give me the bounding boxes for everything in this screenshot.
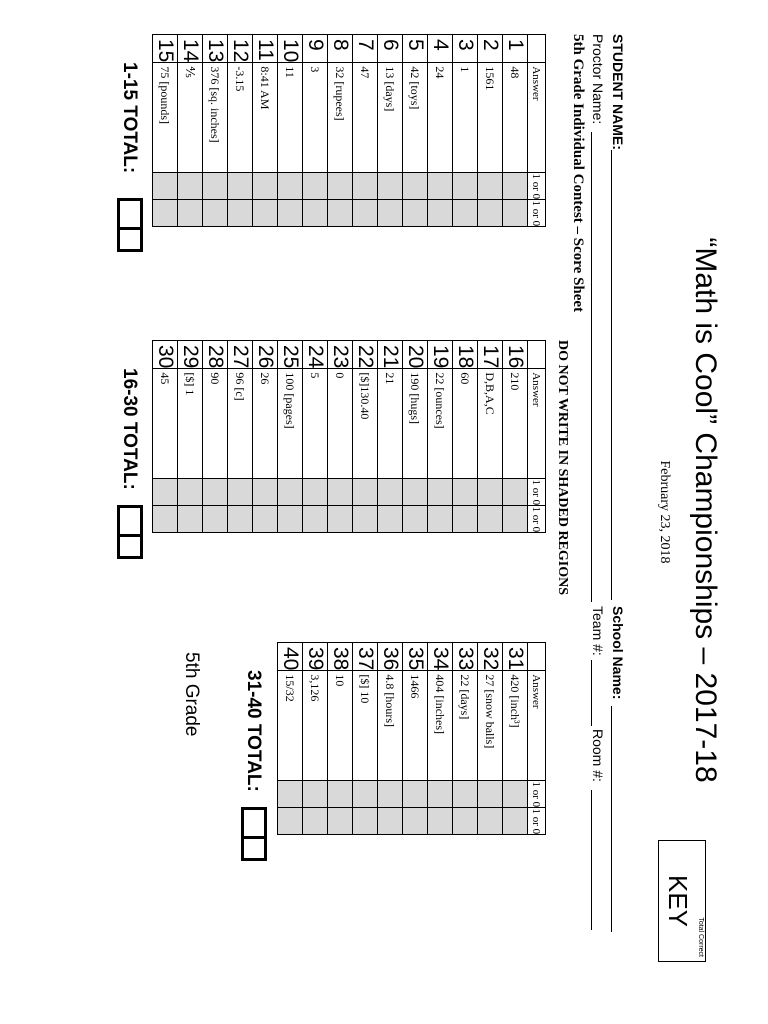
point-cell-shaded — [403, 781, 428, 808]
point-cell-shaded — [428, 200, 453, 227]
answer-cell: 27 [snow balls] — [478, 671, 503, 781]
table-row — [328, 341, 353, 533]
point-cell-shaded — [403, 200, 428, 227]
point-cell-shaded — [203, 173, 228, 200]
question-number: 5 — [403, 35, 428, 63]
table-row — [353, 341, 378, 533]
point-cell-shaded — [478, 781, 503, 808]
point-cell-shaded — [303, 781, 328, 808]
point-cell-shaded — [503, 200, 528, 227]
point-cell-shaded — [453, 200, 478, 227]
point-cell-shaded — [353, 200, 378, 227]
table-row — [178, 341, 203, 533]
section-heading: 5th Grade Individual Contest – Score Sheet — [570, 34, 586, 313]
point-cell-shaded — [303, 479, 328, 506]
score-table-16-30 — [152, 340, 546, 533]
total-box-16-30[interactable] — [117, 505, 143, 559]
point-cell-shaded — [303, 808, 328, 835]
question-number: 3 — [453, 35, 478, 63]
point-cell-shaded — [378, 200, 403, 227]
table-row — [153, 35, 178, 227]
question-number: 31 — [503, 643, 528, 671]
room-number-field[interactable] — [591, 790, 606, 930]
answer-cell: 90 — [203, 369, 228, 479]
question-number: 38 — [328, 643, 353, 671]
team-number-field[interactable] — [591, 660, 606, 726]
total-box-divider — [244, 836, 264, 839]
question-number: 33 — [453, 643, 478, 671]
point-cell-shaded — [378, 506, 403, 533]
point-column-header: 1 or 0 — [528, 506, 546, 533]
answer-cell: 210 — [503, 369, 528, 479]
total-box-1-15[interactable] — [117, 198, 143, 252]
question-number: 7 — [353, 35, 378, 63]
point-cell-shaded — [353, 506, 378, 533]
table-header-row — [528, 35, 546, 227]
point-cell-shaded — [453, 506, 478, 533]
question-number: 2 — [478, 35, 503, 63]
answer-cell: 10 — [328, 671, 353, 781]
point-cell-shaded — [353, 808, 378, 835]
proctor-name-label: Proctor Name: — [590, 34, 606, 125]
point-cell-shaded — [478, 173, 503, 200]
answer-cell: 0 — [328, 369, 353, 479]
school-name-field[interactable] — [611, 706, 626, 932]
point-cell-shaded — [478, 506, 503, 533]
point-column-header: 1 or 0 — [528, 173, 546, 200]
point-cell-shaded — [278, 781, 303, 808]
point-cell-shaded — [503, 808, 528, 835]
point-cell-shaded — [378, 808, 403, 835]
answer-cell: 24 — [428, 63, 453, 173]
table-row — [353, 35, 378, 227]
point-cell-shaded — [403, 506, 428, 533]
total-correct-box — [658, 840, 706, 962]
table-row — [303, 341, 328, 533]
student-name-field[interactable] — [611, 150, 626, 600]
question-number: 40 — [278, 643, 303, 671]
point-cell-shaded — [178, 200, 203, 227]
answer-cell: 1466 — [403, 671, 428, 781]
table-row — [453, 643, 478, 835]
point-cell-shaded — [253, 200, 278, 227]
point-cell-shaded — [253, 506, 278, 533]
answer-cell: 3,126 — [303, 671, 328, 781]
page-title: “Math is Cool” Championships – 2017-18 — [689, 237, 722, 783]
point-cell-shaded — [203, 506, 228, 533]
answer-cell: 15/32 — [278, 671, 303, 781]
table-row — [428, 341, 453, 533]
table-row — [203, 341, 228, 533]
answer-cell: [$] 1 — [178, 369, 203, 479]
question-number: 8 — [328, 35, 353, 63]
table-row — [503, 35, 528, 227]
point-cell-shaded — [303, 506, 328, 533]
table-row — [403, 35, 428, 227]
table-header-row — [528, 643, 546, 835]
point-cell-shaded — [203, 200, 228, 227]
question-number: 18 — [453, 341, 478, 369]
point-cell-shaded — [503, 173, 528, 200]
point-cell-shaded — [503, 479, 528, 506]
table-row — [428, 643, 453, 835]
answer-cell: -3.15 — [228, 63, 253, 173]
table-row — [478, 643, 503, 835]
point-cell-shaded — [278, 506, 303, 533]
total-label-16-30: 16-30 TOTAL: — [119, 368, 140, 490]
point-column-header: 1 or 0 — [528, 781, 546, 808]
answer-cell: 26 — [253, 369, 278, 479]
student-name-label: STUDENT NAME: — [610, 34, 626, 150]
answer-cell: 32 [rupees] — [328, 63, 353, 173]
contest-date: February 23, 2018 — [657, 460, 672, 564]
point-cell-shaded — [253, 173, 278, 200]
total-label-1-15: 1-15 TOTAL: — [119, 62, 140, 174]
point-cell-shaded — [403, 808, 428, 835]
point-cell-shaded — [453, 781, 478, 808]
shaded-region-note: DO NOT WRITE IN SHADED REGIONS — [555, 340, 570, 596]
question-number: 1 — [503, 35, 528, 63]
question-number: 4 — [428, 35, 453, 63]
question-number: 14 — [178, 35, 203, 63]
answer-cell: 1561 — [478, 63, 503, 173]
point-cell-shaded — [378, 173, 403, 200]
answer-cell: 5 — [303, 369, 328, 479]
question-number: 22 — [353, 341, 378, 369]
table-row — [253, 35, 278, 227]
question-number: 32 — [478, 643, 503, 671]
point-cell-shaded — [403, 479, 428, 506]
table-row — [378, 35, 403, 227]
grade-label: 5th Grade — [181, 652, 202, 737]
answer-column-header: Answer — [528, 369, 546, 479]
answer-cell: ⅘ — [178, 63, 203, 173]
table-row — [428, 35, 453, 227]
point-cell-shaded — [303, 200, 328, 227]
answer-cell: 376 [sq. inches] — [203, 63, 228, 173]
point-cell-shaded — [278, 173, 303, 200]
question-number: 39 — [303, 643, 328, 671]
table-row — [228, 35, 253, 227]
table-header-row — [528, 341, 546, 533]
point-cell-shaded — [328, 173, 353, 200]
table-row — [228, 341, 253, 533]
point-cell-shaded — [178, 506, 203, 533]
point-cell-shaded — [253, 479, 278, 506]
total-box-divider — [120, 227, 140, 230]
table-row — [328, 643, 353, 835]
point-cell-shaded — [178, 173, 203, 200]
table-row — [403, 643, 428, 835]
question-number: 25 — [278, 341, 303, 369]
table-row — [478, 35, 503, 227]
question-number: 20 — [403, 341, 428, 369]
point-column-header: 1 or 0 — [528, 808, 546, 835]
question-number: 19 — [428, 341, 453, 369]
question-number: 9 — [303, 35, 328, 63]
answer-cell: 420 [inch³] — [503, 671, 528, 781]
point-cell-shaded — [178, 479, 203, 506]
table-row — [403, 341, 428, 533]
point-cell-shaded — [328, 808, 353, 835]
key-label: KEY — [663, 874, 693, 928]
total-box-31-40[interactable] — [241, 807, 267, 861]
question-number: 30 — [153, 341, 178, 369]
point-cell-shaded — [428, 479, 453, 506]
point-cell-shaded — [378, 479, 403, 506]
point-cell-shaded — [228, 200, 253, 227]
point-cell-shaded — [353, 781, 378, 808]
table-row — [378, 643, 403, 835]
point-cell-shaded — [478, 200, 503, 227]
point-cell-shaded — [378, 781, 403, 808]
answer-cell: [$] 10 — [353, 671, 378, 781]
question-number: 6 — [378, 35, 403, 63]
point-cell-shaded — [153, 479, 178, 506]
total-box-divider — [120, 534, 140, 537]
table-row — [453, 35, 478, 227]
question-number: 13 — [203, 35, 228, 63]
table-row — [353, 643, 378, 835]
table-row — [253, 341, 278, 533]
answer-cell: 47 — [353, 63, 378, 173]
answer-cell: 13 [days] — [378, 63, 403, 173]
point-cell-shaded — [353, 479, 378, 506]
question-number: 34 — [428, 643, 453, 671]
answer-cell: 4.8 [hours] — [378, 671, 403, 781]
question-number: 10 — [278, 35, 303, 63]
proctor-name-field[interactable] — [591, 132, 606, 602]
point-cell-shaded — [228, 479, 253, 506]
point-cell-shaded — [503, 506, 528, 533]
total-label-31-40: 31-40 TOTAL: — [243, 670, 264, 792]
table-row — [278, 643, 303, 835]
question-number: 26 — [253, 341, 278, 369]
answer-cell: D,B,A,C — [478, 369, 503, 479]
answer-cell: 22 [ounces] — [428, 369, 453, 479]
table-row — [328, 35, 353, 227]
point-cell-shaded — [428, 173, 453, 200]
question-number: 36 — [378, 643, 403, 671]
answer-cell: 42 [toys] — [403, 63, 428, 173]
answer-cell: 190 [hugs] — [403, 369, 428, 479]
question-number: 11 — [253, 35, 278, 63]
question-number: 12 — [228, 35, 253, 63]
team-number-label: Team #: — [590, 606, 606, 656]
answer-cell: 11 — [278, 63, 303, 173]
question-number: 17 — [478, 341, 503, 369]
answer-cell: 96 [c] — [228, 369, 253, 479]
point-column-header: 1 or 0 — [528, 200, 546, 227]
point-cell-shaded — [153, 200, 178, 227]
answer-cell: 1 — [453, 63, 478, 173]
question-number: 28 — [203, 341, 228, 369]
question-number: 29 — [178, 341, 203, 369]
point-cell-shaded — [453, 479, 478, 506]
table-row — [503, 341, 528, 533]
answer-cell: 60 — [453, 369, 478, 479]
point-cell-shaded — [328, 781, 353, 808]
point-cell-shaded — [428, 506, 453, 533]
answer-cell: 21 — [378, 369, 403, 479]
question-number: 16 — [503, 341, 528, 369]
point-column-header: 1 or 0 — [528, 479, 546, 506]
question-number: 27 — [228, 341, 253, 369]
table-row — [153, 341, 178, 533]
question-number: 23 — [328, 341, 353, 369]
table-row — [303, 643, 328, 835]
point-cell-shaded — [278, 200, 303, 227]
table-row — [303, 35, 328, 227]
question-number: 15 — [153, 35, 178, 63]
point-cell-shaded — [153, 506, 178, 533]
answer-cell: 48 — [503, 63, 528, 173]
table-row — [203, 35, 228, 227]
answer-cell: [$]130.40 — [353, 369, 378, 479]
question-number: 24 — [303, 341, 328, 369]
answer-cell: 22 [days] — [453, 671, 478, 781]
table-row — [178, 35, 203, 227]
point-cell-shaded — [328, 506, 353, 533]
score-table-1-15 — [152, 34, 546, 227]
point-cell-shaded — [278, 479, 303, 506]
point-cell-shaded — [328, 200, 353, 227]
point-cell-shaded — [428, 781, 453, 808]
point-cell-shaded — [403, 173, 428, 200]
room-number-label: Room #: — [590, 729, 606, 782]
question-number: 21 — [378, 341, 403, 369]
answer-cell: 404 [inches] — [428, 671, 453, 781]
question-number: 35 — [403, 643, 428, 671]
table-row — [278, 341, 303, 533]
score-table-31-40 — [277, 642, 546, 835]
answer-column-header: Answer — [528, 63, 546, 173]
point-cell-shaded — [453, 808, 478, 835]
answer-cell: 45 — [153, 369, 178, 479]
point-cell-shaded — [353, 173, 378, 200]
question-number: 37 — [353, 643, 378, 671]
point-cell-shaded — [228, 173, 253, 200]
table-row — [503, 643, 528, 835]
answer-cell: 100 [pages] — [278, 369, 303, 479]
point-cell-shaded — [328, 479, 353, 506]
point-cell-shaded — [278, 808, 303, 835]
table-row — [378, 341, 403, 533]
answer-cell: 3 — [303, 63, 328, 173]
point-cell-shaded — [228, 506, 253, 533]
point-cell-shaded — [478, 808, 503, 835]
table-row — [478, 341, 503, 533]
point-cell-shaded — [303, 173, 328, 200]
answer-cell: 8:41 AM — [253, 63, 278, 173]
school-name-label: School Name: — [610, 606, 626, 700]
table-row — [453, 341, 478, 533]
point-cell-shaded — [478, 479, 503, 506]
point-cell-shaded — [428, 808, 453, 835]
point-cell-shaded — [203, 479, 228, 506]
table-row — [278, 35, 303, 227]
answer-cell: 75 [pounds] — [153, 63, 178, 173]
answer-column-header: Answer — [528, 671, 546, 781]
total-correct-label: Total Correct — [697, 917, 704, 957]
point-cell-shaded — [453, 173, 478, 200]
point-cell-shaded — [153, 173, 178, 200]
point-cell-shaded — [503, 781, 528, 808]
